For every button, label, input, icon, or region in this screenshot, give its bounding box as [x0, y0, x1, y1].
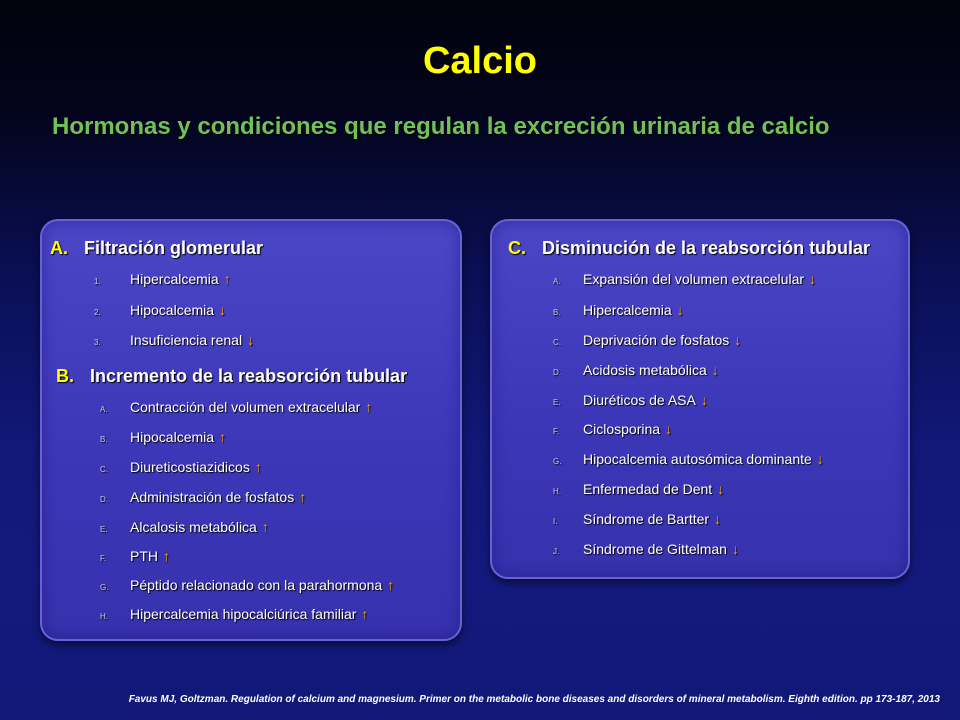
list-item-text: Deprivación de fosfatos	[583, 332, 730, 348]
reference-citation: Favus MJ, Goltzman. Regulation of calcium and magnesium. Primer on the metabolic bone diseases and disorders of mineral metabolism. Eighth edition. pp 173-187, 2013	[128, 694, 940, 705]
arrow-up-icon: ↑	[299, 489, 307, 505]
list-item-marker: D.	[553, 368, 561, 377]
list-item-marker: G.	[553, 457, 562, 466]
list-item-text: Diureticostiazidicos	[130, 459, 250, 475]
list-item-marker: B.	[553, 308, 561, 317]
list-item-marker: 2.	[94, 308, 101, 317]
list-item-marker: B.	[100, 435, 108, 444]
section-c-marker: C.	[508, 238, 526, 258]
list-item	[100, 459, 262, 475]
list-item-marker: E.	[100, 525, 108, 534]
list-item-marker: E.	[553, 398, 561, 407]
list-item	[100, 519, 269, 535]
list-item-marker: 1.	[94, 277, 101, 286]
right-panel	[490, 219, 910, 579]
list-item	[94, 302, 227, 318]
list-item-text: Hipocalcemia	[130, 302, 215, 318]
list-item	[94, 271, 231, 287]
list-item-text: Hipercalcemia	[130, 271, 219, 287]
list-item-marker: H.	[553, 487, 561, 496]
section-b-marker: B.	[56, 366, 74, 386]
arrow-up-icon: ↑	[223, 271, 231, 287]
list-item-text: Hipocalcemia autosómica dominante	[583, 451, 812, 467]
list-item-text: Enfermedad de Dent	[583, 481, 713, 497]
section-c-title: Disminución de la reabsorción tubular	[542, 238, 871, 258]
list-item	[553, 302, 684, 318]
list-item-text: Insuficiencia renal	[130, 332, 243, 348]
arrow-down-icon: ↓	[717, 481, 725, 497]
list-item	[553, 271, 817, 287]
arrow-down-icon: ↓	[731, 541, 739, 557]
list-item	[553, 421, 673, 437]
list-item-text: Diuréticos de ASA	[583, 392, 696, 408]
list-item	[553, 481, 725, 497]
list-item	[553, 332, 742, 348]
list-item-marker: H.	[100, 612, 108, 621]
left-panel	[40, 219, 462, 641]
list-item	[94, 332, 255, 348]
arrow-down-icon: ↓	[700, 392, 708, 408]
arrow-down-icon: ↓	[809, 271, 817, 287]
list-item-marker: A.	[100, 405, 108, 414]
list-item-marker: F.	[553, 427, 560, 436]
list-item	[553, 451, 824, 467]
arrow-up-icon: ↑	[254, 459, 262, 475]
slide-subtitle: Hormonas y condiciones que regulan la excreción urinaria de calcio	[52, 113, 830, 140]
arrow-up-icon: ↑	[361, 606, 369, 622]
arrow-up-icon: ↑	[387, 577, 395, 593]
list-item	[553, 541, 739, 557]
arrow-up-icon: ↑	[261, 519, 269, 535]
list-item-text: PTH	[130, 548, 158, 564]
list-item-marker: A.	[553, 277, 561, 286]
list-item	[100, 577, 395, 593]
list-item-text: Hipercalcemia hipocalciúrica familiar	[130, 606, 357, 622]
section-a-title: Filtración glomerular	[84, 238, 264, 258]
list-item	[100, 548, 170, 564]
section-c-heading	[508, 238, 870, 259]
list-item-text: Alcalosis metabólica	[130, 519, 257, 535]
arrow-down-icon: ↓	[711, 362, 719, 378]
list-item-text: Síndrome de Bartter	[583, 511, 710, 527]
list-item	[100, 399, 373, 415]
section-b-title: Incremento de la reabsorción tubular	[90, 366, 408, 386]
list-item-text: Contracción del volumen extracelular	[130, 399, 361, 415]
arrow-down-icon: ↓	[714, 511, 722, 527]
arrow-down-icon: ↓	[665, 421, 673, 437]
arrow-down-icon: ↓	[247, 332, 255, 348]
arrow-up-icon: ↑	[365, 399, 373, 415]
list-item-text: Síndrome de Gittelman	[583, 541, 727, 557]
list-item	[553, 362, 719, 378]
list-item-text: Expansión del volumen extracelular	[583, 271, 805, 287]
list-item	[553, 392, 708, 408]
list-item	[100, 606, 369, 622]
list-item	[553, 511, 722, 527]
list-item-marker: 3.	[94, 338, 101, 347]
arrow-up-icon: ↑	[219, 429, 227, 445]
list-item-marker: F.	[100, 554, 107, 563]
list-item-marker: D.	[100, 495, 108, 504]
list-item-text: Acidosis metabólica	[583, 362, 707, 378]
list-item-marker: C.	[553, 338, 561, 347]
list-item-text: Péptido relacionado con la parahormona	[130, 577, 383, 593]
list-item-text: Hipocalcemia	[130, 429, 215, 445]
list-item-text: Ciclosporina	[583, 421, 661, 437]
list-item	[100, 489, 307, 505]
arrow-up-icon: ↑	[163, 548, 170, 564]
slide-title: Calcio	[422, 40, 538, 82]
arrow-down-icon: ↓	[816, 451, 824, 467]
list-item-marker: C.	[100, 465, 108, 474]
list-item-text: Administración de fosfatos	[130, 489, 295, 505]
arrow-down-icon: ↓	[219, 302, 227, 318]
arrow-down-icon: ↓	[734, 332, 742, 348]
section-b-heading	[56, 366, 407, 387]
arrow-down-icon: ↓	[676, 302, 684, 318]
section-a-heading	[50, 238, 263, 259]
list-item-text: Hipercalcemia	[583, 302, 672, 318]
list-item	[100, 429, 227, 445]
list-item-marker: I.	[553, 517, 558, 526]
list-item-marker: J.	[553, 547, 560, 556]
list-item-marker: G.	[100, 583, 109, 592]
section-a-marker: A.	[50, 238, 68, 258]
